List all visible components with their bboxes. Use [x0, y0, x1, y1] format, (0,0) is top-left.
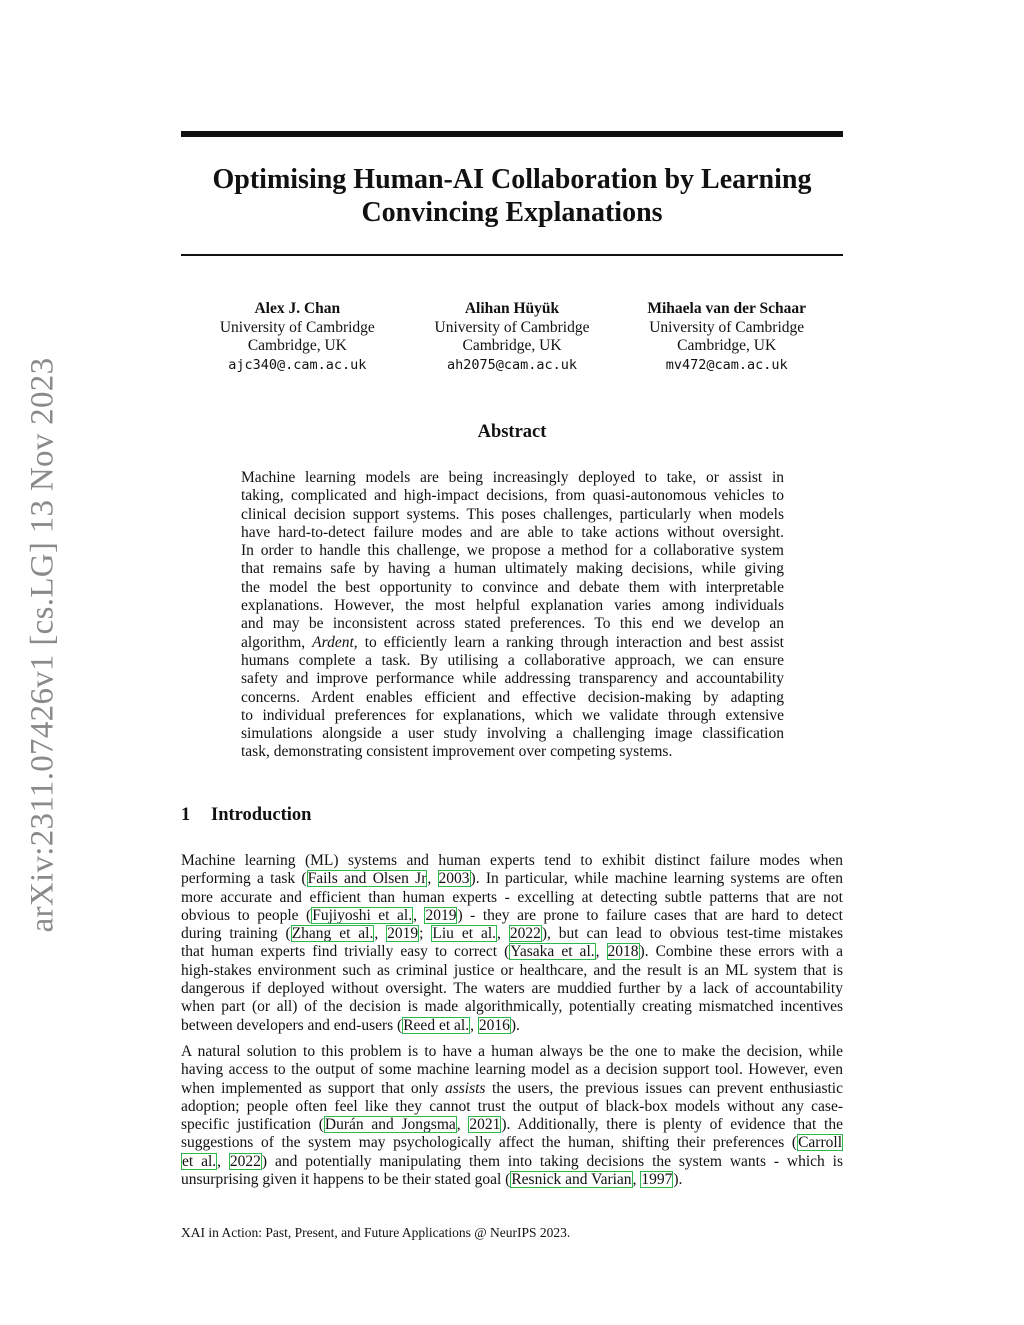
text-run: , to efficiently learn a ranking through interaction and best assist	[353, 633, 784, 651]
author-location: Cambridge, UK	[247, 337, 347, 354]
text-run: suggestions of the system may psychologically affect the human, shifting their preferences (	[181, 1134, 798, 1152]
citation-link[interactable]: Fails and Olsen Jr	[307, 870, 427, 888]
title-line: Convincing Explanations	[361, 197, 663, 228]
paragraph-line: dangerous if deployed without oversight. The waters are muddied further by a lack of accountability	[181, 980, 843, 998]
method-name: Ardent	[312, 633, 354, 651]
text-run: ,	[595, 943, 607, 961]
citation-link[interactable]: 2022	[229, 1152, 261, 1170]
citation-link[interactable]: Durán and Jongsma	[324, 1116, 456, 1134]
abstract-line: clinical decision support systems. This poses challenges, particularly when models	[241, 505, 784, 523]
abstract-line: Machine learning models are being increasingly deployed to take, or assist in	[241, 469, 784, 486]
section-number: 1	[181, 805, 191, 825]
author-location: Cambridge, UK	[462, 337, 562, 354]
citation-link[interactable]: 2003	[438, 870, 470, 888]
paragraph-line	[181, 943, 843, 961]
abstract-line: safety and improve performance while addressing transparency and accountability	[241, 670, 784, 688]
paragraph-line	[181, 1017, 843, 1035]
text-run: performing a task (	[181, 870, 307, 888]
paragraph-line: having access to the output of some machine learning model as a decision support tool. However, even	[181, 1061, 843, 1079]
citation-link[interactable]: 2019	[387, 925, 419, 943]
arxiv-stamp: arXiv:2311.07426v1 [cs.LG] 13 Nov 2023	[24, 357, 61, 933]
text-run: ). In particular, while machine learning systems are often	[470, 870, 843, 888]
abstract-line: concerns. Ardent enables efficient and effective decision-making by adapting	[241, 688, 784, 706]
author-block	[190, 300, 834, 374]
text-run: that human experts find trivially easy to correct (	[181, 943, 510, 961]
abstract-line: the model the best opportunity to convince and debate them with interpretable	[241, 578, 784, 596]
paragraph-line	[181, 907, 843, 925]
citation-link[interactable]: 2021	[469, 1116, 501, 1134]
abstract-line: have hard-to-detect failure modes and are able to take actions without oversight.	[241, 523, 784, 541]
abstract-line: In order to handle this challenge, we propose a method for a collaborative system	[241, 542, 784, 560]
abstract-line: simulations alongside a user study involving a challenging image classification	[241, 725, 784, 743]
text-run: ). Combine these errors with a	[639, 943, 843, 961]
author-affiliation: University of Cambridge	[434, 318, 590, 336]
text-run: ).	[673, 1171, 683, 1189]
abstract-line: task, demonstrating consistent improvement over competing systems.	[241, 743, 673, 761]
citation-link[interactable]: Zhang et al.	[291, 925, 374, 943]
author-name: Mihaela van der Schaar	[647, 300, 806, 317]
abstract-line: explanations. However, the most helpful explanation varies among individuals	[241, 597, 784, 615]
paragraph-line: Machine learning (ML) systems and human experts tend to exhibit distinct failure modes when	[181, 852, 843, 869]
citation-link[interactable]: Carroll	[798, 1134, 842, 1152]
abstract-heading: Abstract	[477, 422, 547, 442]
citation-link[interactable]: 2016	[478, 1016, 510, 1034]
paragraph-line	[181, 1116, 843, 1134]
paragraph-line	[181, 870, 843, 888]
text-run: ,	[427, 870, 438, 888]
citation-link[interactable]: et al.	[182, 1152, 217, 1170]
abstract-line	[241, 634, 784, 652]
title-top-rule	[181, 131, 843, 137]
text-run: unsurprising given it happens to be their stated goal (	[181, 1171, 511, 1189]
paragraph-line: high-stakes environment such as criminal justice or healthcare, and the result is an ML system that is	[181, 961, 843, 979]
text-run: ) and potentially manipulating them into taking decisions the system wants - which is	[261, 1152, 844, 1170]
citation-link[interactable]: Yasaka et al.	[510, 943, 595, 961]
paragraph-line	[181, 1134, 843, 1152]
citation-link[interactable]: 2018	[607, 943, 639, 961]
author-location: Cambridge, UK	[677, 337, 777, 354]
author-affiliation: University of Cambridge	[219, 318, 375, 336]
abstract-line: to individual preferences for explanations, which we validate through extensive	[241, 706, 784, 724]
title-bottom-rule	[181, 254, 843, 256]
abstract-line: and may be inconsistent across stated preferences. To this end we develop an	[241, 615, 784, 633]
citation-link[interactable]: Liu et al.	[432, 925, 497, 943]
paragraph-line	[181, 1080, 843, 1098]
author-name: Alihan Hüyük	[464, 300, 560, 317]
abstract-line: taking, complicated and high-impact decisions, from quasi-autonomous vehicles to	[241, 487, 784, 505]
text-run: algorithm,	[241, 633, 313, 651]
emphasis-text: assists	[444, 1079, 486, 1097]
author	[619, 300, 834, 374]
section-title: Introduction	[211, 805, 312, 825]
text-run: ).	[510, 1016, 520, 1034]
author	[405, 300, 620, 374]
citation-link[interactable]: 1997	[641, 1171, 673, 1189]
text-run: ,	[470, 1016, 478, 1034]
paragraph-line: more accurate and efficient than human experts - excelling at detecting subtle patterns that are not	[181, 888, 843, 906]
text-run: the users, the previous issues can prevent enthusiastic	[485, 1079, 843, 1097]
intro-paragraph-1	[181, 852, 843, 1035]
abstract-body	[241, 469, 784, 762]
section-heading	[181, 805, 311, 826]
paper-title	[181, 163, 843, 229]
citation-link[interactable]: Resnick and Varian	[511, 1171, 632, 1189]
author	[190, 300, 405, 374]
title-line: Optimising Human-AI Collaboration by Learning	[212, 164, 812, 195]
abstract-line: humans complete a task. By utilising a collaborative approach, we can ensure	[241, 651, 784, 669]
text-run: ,	[456, 1116, 469, 1134]
paragraph-line: adoption; people often feel like they cannot trust the output of black-box models without any case-	[181, 1097, 843, 1115]
text-run: ,	[413, 906, 425, 924]
footnote: XAI in Action: Past, Present, and Future Applications @ NeurIPS 2023.	[181, 1225, 571, 1240]
author-name: Alex J. Chan	[254, 300, 341, 317]
author-email[interactable]: mv472@cam.ac.uk	[665, 356, 788, 373]
text-run: between developers and end-users (	[181, 1016, 403, 1034]
citation-link[interactable]: 2022	[509, 925, 541, 943]
paragraph-line	[181, 925, 843, 943]
paragraph-line: when part (or all) of the decision is made algorithmically, potentially creating mismatched incentives	[181, 998, 843, 1016]
text-run: ) - they are prone to failure cases that are hard to detect	[457, 906, 843, 924]
citation-link[interactable]: Reed et al.	[403, 1016, 470, 1034]
paragraph-line	[181, 1171, 843, 1189]
text-run: ,	[497, 925, 509, 943]
text-run: ,	[217, 1152, 229, 1170]
text-run: specific justification (	[181, 1116, 324, 1134]
intro-paragraph-2	[181, 1043, 843, 1189]
text-run: obvious to people (	[181, 906, 312, 924]
text-run: ,	[374, 925, 387, 943]
citation-link[interactable]: 2019	[425, 906, 457, 924]
citation-link[interactable]: Fujiyoshi et al.	[312, 906, 413, 924]
abstract-line: that remains safe by having a human ultimately making decisions, while giving	[241, 560, 784, 578]
text-run: ;	[419, 925, 432, 943]
author-email[interactable]: ajc340@.cam.ac.uk	[228, 356, 367, 373]
text-run: when implemented as support that only	[181, 1079, 445, 1097]
text-run: ), but can lead to obvious test-time mistakes	[541, 925, 844, 943]
text-run: during training (	[181, 925, 291, 943]
author-affiliation: University of Cambridge	[649, 318, 805, 336]
paragraph-line	[181, 1153, 843, 1171]
author-email[interactable]: ah2075@cam.ac.uk	[446, 356, 578, 373]
text-run: ,	[632, 1171, 641, 1189]
paragraph-line: A natural solution to this problem is to have a human always be the one to make the decision, while	[181, 1043, 843, 1060]
text-run: ). Additionally, there is plenty of evidence that the	[501, 1116, 843, 1134]
